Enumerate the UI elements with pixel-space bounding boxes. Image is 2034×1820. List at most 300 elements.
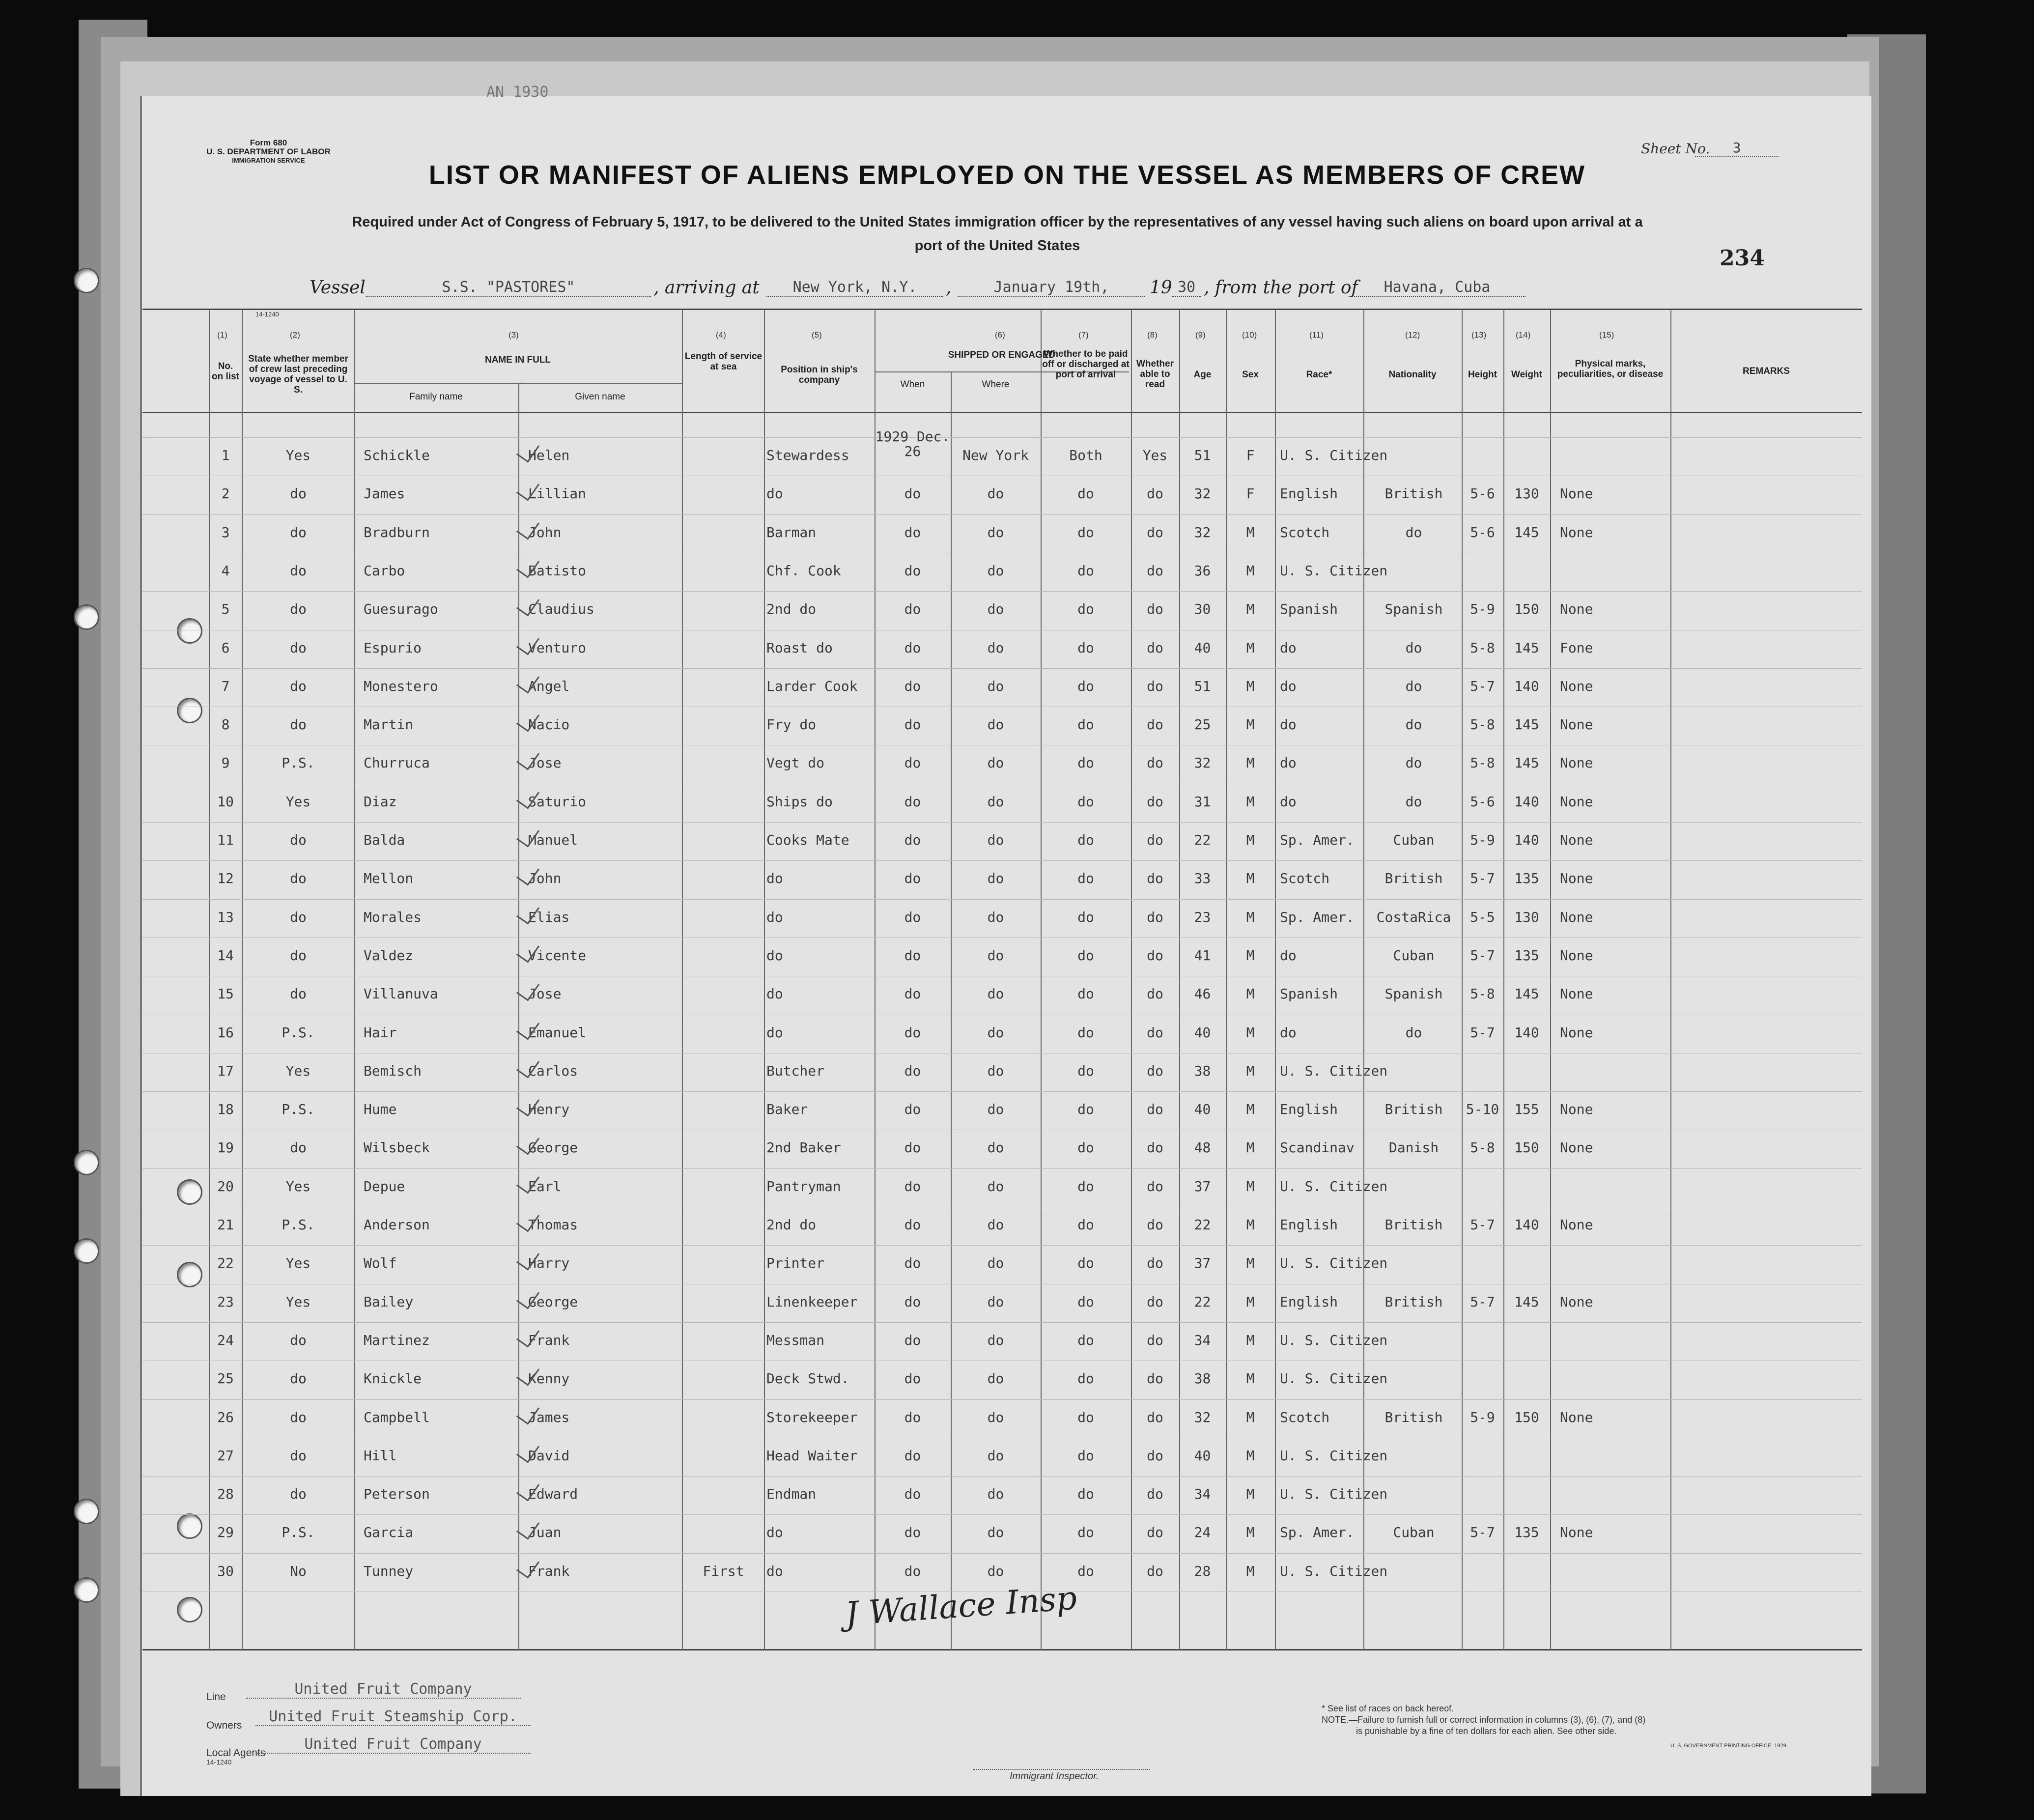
cell-read: do [1147,986,1163,1002]
cell-race: Sp. Amer. [1280,1524,1355,1541]
cell-given: David [528,1447,570,1464]
cell-prev: Yes [285,1255,311,1272]
cell-where: do [987,1024,1004,1041]
date-stamp: AN 1930 [486,84,549,101]
col-number: (12) [1405,330,1420,340]
cell-prev: do [290,947,307,964]
cell-given: Frank [528,1563,570,1579]
cell-paid: do [1077,870,1094,887]
cell-weight: 140 [1514,678,1539,694]
cell-position: Ships do [766,793,833,810]
cell-prev: do [290,832,307,848]
cell-read: do [1147,716,1163,733]
cell-when: do [904,1024,921,1041]
cell-prev: do [290,1139,307,1156]
cell-read: Yes [1142,447,1168,463]
cell-sex: M [1246,909,1255,925]
cell-height: 5-8 [1470,716,1495,733]
cell-sex: M [1246,1332,1255,1348]
cell-marks: None [1560,1409,1593,1425]
page-number: 234 [1720,246,1765,271]
arriving-port: New York, N.Y. [766,279,943,297]
cell-race: U. S. Citizen [1280,1178,1388,1194]
form-dept-line1: U. S. DEPARTMENT OF LABOR [206,147,331,156]
col-number: (2) [290,330,300,340]
cell-position: Stewardess [766,447,849,463]
cell-given: Henry [528,1101,570,1118]
cell-family: Churruca [364,755,430,771]
cell-paid: Both [1069,447,1102,463]
cell-position: 2nd do [766,601,817,618]
cell-weight: 150 [1514,1139,1539,1156]
table-row [0,1052,2034,1090]
table-row [0,1360,2034,1398]
cell-read: do [1147,601,1163,618]
cell-read: do [1147,562,1163,579]
cell-marks: None [1560,1139,1593,1156]
cell-no: 6 [221,639,230,656]
cell-age: 22 [1194,1293,1211,1310]
cell-prev: do [290,909,307,925]
cell-when: do [904,1178,921,1194]
cell-family: Bradburn [364,524,430,540]
cell-weight: 140 [1514,1217,1539,1233]
header-no-on-list: No. on list [212,361,239,382]
cell-read: do [1147,1062,1163,1079]
col-number: (5) [812,330,822,340]
arrival-year-suffix: 30 [1172,279,1201,297]
cell-read: do [1147,1293,1163,1310]
cell-nationality: Danish [1388,1139,1439,1156]
cell-no: 26 [217,1409,234,1425]
header-able-read: Whether able to read [1136,359,1174,390]
cell-where: do [987,1255,1004,1272]
header-physical-marks: Physical marks, peculiarities, or disease [1557,359,1664,379]
cell-given: Frank [528,1332,570,1348]
cell-race: English [1280,1101,1338,1118]
binder-hole [177,1597,202,1622]
table-row [0,1167,2034,1206]
cell-race: U. S. Citizen [1280,562,1388,579]
cell-when: do [904,1524,921,1541]
cell-where: do [987,1178,1004,1194]
cell-nationality: Spanish [1384,986,1443,1002]
cell-given: Thomas [528,1217,578,1233]
cell-where: do [987,639,1004,656]
cell-prev: Yes [285,1062,311,1079]
cell-family: Bailey [364,1293,414,1310]
cell-marks: None [1560,524,1593,540]
table-row [0,744,2034,782]
col-number: (11) [1309,330,1324,340]
cell-position: do [766,870,783,887]
cell-when: do [904,870,921,887]
note-races: * See list of races on back hereof. [1322,1704,1454,1713]
cell-given: Emanuel [528,1024,587,1041]
cell-prev: P.S. [282,1524,315,1541]
cell-read: do [1147,1409,1163,1425]
cell-sex: M [1246,1409,1255,1425]
cell-nationality: Cuban [1393,832,1435,848]
cell-when: do [904,678,921,694]
cell-prev: do [290,524,307,540]
arrival-date: January 19th, [958,279,1145,297]
cell-height: 5-8 [1470,1139,1495,1156]
form-number: Form 680 [250,138,287,147]
cell-race: English [1280,1217,1338,1233]
cell-when: do [904,1332,921,1348]
cell-family: James [364,485,405,502]
col-number: (15) [1599,330,1614,340]
cell-race: do [1280,793,1297,810]
cell-no: 4 [221,562,230,579]
cell-paid: do [1077,793,1094,810]
table-row [0,667,2034,706]
cell-no: 21 [217,1217,234,1233]
cell-race: U. S. Citizen [1280,1255,1388,1272]
cell-prev: do [290,716,307,733]
cell-nationality: British [1384,1217,1443,1233]
cell-prev: do [290,562,307,579]
cell-where: do [987,793,1004,810]
cell-paid: do [1077,1447,1094,1464]
cell-no: 22 [217,1255,234,1272]
cell-race: English [1280,1293,1338,1310]
header-height: Height [1468,370,1497,380]
cell-when: do [904,1255,921,1272]
cell-nationality: British [1384,485,1443,502]
cell-age: 22 [1194,832,1211,848]
cell-given: Helen [528,447,570,463]
cell-paid: do [1077,947,1094,964]
table-bottom-rule [142,1649,1862,1650]
cell-when: do [904,639,921,656]
header-where: Where [982,379,1010,390]
cell-height: 5-5 [1470,909,1495,925]
cell-marks: None [1560,1524,1593,1541]
cell-age: 38 [1194,1370,1211,1387]
cell-family: Bemisch [364,1062,422,1079]
cell-weight: 150 [1514,1409,1539,1425]
cell-given: James [528,1409,570,1425]
binder-hole [74,268,99,293]
cell-race: Sp. Amer. [1280,909,1355,925]
form-dept-line2: IMMIGRATION SERVICE [232,157,305,164]
cell-where: do [987,1409,1004,1425]
cell-read: do [1147,793,1163,810]
cell-height: 5-7 [1470,870,1495,887]
line-label: Line [206,1691,226,1703]
cell-race: Scandinav [1280,1139,1355,1156]
col-number: (6) [995,330,1005,340]
cell-position: do [766,947,783,964]
cell-sex: M [1246,1178,1255,1194]
cell-given: John [528,870,562,887]
cell-service: First [703,1563,744,1579]
cell-weight: 145 [1514,716,1539,733]
cell-height: 5-7 [1470,1024,1495,1041]
table-row [0,975,2034,1013]
cell-marks: None [1560,1293,1593,1310]
cell-read: do [1147,1101,1163,1118]
cell-sex: M [1246,1447,1255,1464]
cell-age: 37 [1194,1255,1211,1272]
col-number: (14) [1516,330,1531,340]
cell-race: Scotch [1280,870,1330,887]
cell-paid: do [1077,1409,1094,1425]
cell-nationality: British [1384,1409,1443,1425]
from-label: , from the port of [1204,278,1358,298]
cell-race: do [1280,947,1297,964]
cell-when: do [904,1447,921,1464]
cell-when: do [904,1139,921,1156]
table-row [0,1513,2034,1552]
cell-given: Jose [528,986,562,1002]
cell-where: do [987,909,1004,925]
cell-family: Martinez [364,1332,430,1348]
cell-given: Elias [528,909,570,925]
cell-race: Spanish [1280,986,1338,1002]
sheet-label: Sheet No. [1641,141,1710,157]
cell-race: Scotch [1280,524,1330,540]
cell-sex: M [1246,1139,1255,1156]
cell-when: do [904,909,921,925]
cell-when: do [904,1486,921,1503]
header-length-service: Length of service at sea [684,351,763,372]
cell-race: U. S. Citizen [1280,1486,1388,1503]
cell-where: do [987,986,1004,1002]
cell-height: 5-7 [1470,678,1495,694]
cell-height: 5-8 [1470,639,1495,656]
owners-label: Owners [206,1720,242,1731]
cell-read: do [1147,678,1163,694]
comma-sep: , [946,278,952,298]
cell-weight: 130 [1514,485,1539,502]
cell-when: do [904,485,921,502]
cell-family: Peterson [364,1486,430,1503]
cell-family: Campbell [364,1409,430,1425]
cell-read: do [1147,1370,1163,1387]
cell-where: do [987,601,1004,618]
cell-nationality: do [1405,716,1422,733]
cell-weight: 155 [1514,1101,1539,1118]
header-sex: Sex [1242,370,1259,380]
cell-prev: do [290,1409,307,1425]
cell-marks: None [1560,1217,1593,1233]
cell-given: Saturio [528,793,587,810]
cell-when: do [904,1409,921,1425]
cell-marks: None [1560,601,1593,618]
table-row [0,552,2034,590]
arriving-label: , arriving at [653,278,760,298]
cell-when: do [904,1062,921,1079]
cell-given: Claudius [528,601,594,618]
cell-age: 33 [1194,870,1211,887]
cell-no: 24 [217,1332,234,1348]
cell-nationality: Spanish [1384,601,1443,618]
cell-sex: M [1246,1024,1255,1041]
cell-weight: 145 [1514,755,1539,771]
cell-prev: do [290,601,307,618]
cell-when: do [904,947,921,964]
inspector-label: Immigrant Inspector. [1010,1771,1099,1782]
cell-weight: 145 [1514,986,1539,1002]
cell-sex: M [1246,639,1255,656]
cell-age: 23 [1194,909,1211,925]
cell-read: do [1147,1217,1163,1233]
table-row [0,1437,2034,1475]
cell-position: 2nd Baker [766,1139,841,1156]
cell-prev: do [290,1332,307,1348]
cell-sex: M [1246,870,1255,887]
cell-marks: None [1560,793,1593,810]
cell-age: 32 [1194,755,1211,771]
cell-read: do [1147,1255,1163,1272]
header-shipped-engaged: SHIPPED OR ENGAGED [948,350,1056,360]
cell-position: do [766,485,783,502]
cell-where: do [987,755,1004,771]
cell-sex: M [1246,1217,1255,1233]
header-family-name: Family name [409,392,463,402]
cell-prev: P.S. [282,1217,315,1233]
cell-paid: do [1077,1524,1094,1541]
cell-given: John [528,524,562,540]
cell-read: do [1147,1178,1163,1194]
cell-sex: M [1246,986,1255,1002]
cell-given: Batisto [528,562,587,579]
cell-when: do [904,1101,921,1118]
cell-where: do [987,678,1004,694]
cell-no: 7 [221,678,230,694]
cell-no: 18 [217,1101,234,1118]
cell-where: do [987,832,1004,848]
cell-paid: do [1077,716,1094,733]
cell-where: do [987,1370,1004,1387]
cell-paid: do [1077,601,1094,618]
cell-race: U. S. Citizen [1280,1370,1388,1387]
cell-sex: M [1246,1370,1255,1387]
table-row [0,1129,2034,1167]
cell-age: 32 [1194,524,1211,540]
cell-age: 30 [1194,601,1211,618]
cell-read: do [1147,909,1163,925]
cell-height: 5-7 [1470,1524,1495,1541]
cell-read: do [1147,1563,1163,1579]
cell-no: 17 [217,1062,234,1079]
cell-sex: M [1246,524,1255,540]
cell-no: 23 [217,1293,234,1310]
cell-no: 5 [221,601,230,618]
cell-age: 41 [1194,947,1211,964]
cell-marks: None [1560,485,1593,502]
header-weight: Weight [1511,370,1542,380]
cell-family: Hume [364,1101,397,1118]
cell-paid: do [1077,639,1094,656]
table-row [0,821,2034,859]
cell-prev: P.S. [282,755,315,771]
cell-paid: do [1077,1255,1094,1272]
cell-paid: do [1077,1101,1094,1118]
cell-prev: do [290,485,307,502]
cell-given: Manuel [528,832,578,848]
header-name-in-full: NAME IN FULL [484,355,551,365]
cell-sex: M [1246,1524,1255,1541]
agents-code: 14-1240 [206,1758,232,1766]
col-number: (7) [1078,330,1089,340]
cell-height: 5-6 [1470,485,1495,502]
cell-race: U. S. Citizen [1280,1332,1388,1348]
table-row [0,783,2034,821]
cell-marks: None [1560,986,1593,1002]
arrival-year-prefix: 19 [1150,278,1172,298]
cell-age: 34 [1194,1332,1211,1348]
cell-nationality: do [1405,755,1422,771]
cell-position: do [766,1524,783,1541]
cell-read: do [1147,485,1163,502]
cell-position: Pantryman [766,1178,841,1194]
cell-sex: M [1246,947,1255,964]
cell-nationality: do [1405,793,1422,810]
header-prev-voyage: State whether member of crew last preceding voyage of vessel to U. S. [248,354,348,395]
cell-race: Spanish [1280,601,1338,618]
cell-no: 9 [221,755,230,771]
cell-when: do [904,716,921,733]
cell-position: 2nd do [766,1217,817,1233]
cell-sex: M [1246,678,1255,694]
header-when: When [900,379,925,390]
cell-no: 12 [217,870,234,887]
cell-no: 16 [217,1024,234,1041]
cell-position: Storekeeper [766,1409,858,1425]
cell-prev: Yes [285,447,311,463]
cell-family: Tunney [364,1563,414,1579]
cell-when: do [904,1563,921,1579]
table-top-rule [142,309,1862,310]
cell-sex: M [1246,1062,1255,1079]
cell-sex: M [1246,601,1255,618]
table-row [0,1014,2034,1052]
cell-height: 5-7 [1470,1217,1495,1233]
cell-position: Vegt do [766,755,825,771]
cell-weight: 145 [1514,639,1539,656]
cell-when: do [904,832,921,848]
cell-position: do [766,1563,783,1579]
cell-where: New York [962,447,1029,463]
cell-paid: do [1077,678,1094,694]
cell-nationality: British [1384,1293,1443,1310]
cell-paid: do [1077,986,1094,1002]
cell-when: 1929 Dec. 26 [875,428,950,459]
header-race: Race* [1306,370,1332,380]
cell-family: Wolf [364,1255,397,1272]
cell-when: do [904,524,921,540]
cell-sex: M [1246,1293,1255,1310]
cell-paid: do [1077,1332,1094,1348]
cell-height: 5-6 [1470,793,1495,810]
col-number: (13) [1471,330,1487,340]
cell-paid: do [1077,1062,1094,1079]
col-number: (1) [217,330,227,340]
cell-paid: do [1077,1178,1094,1194]
cell-where: do [987,1217,1004,1233]
col-number: (8) [1147,330,1158,340]
cell-no: 13 [217,909,234,925]
cell-nationality: do [1405,524,1422,540]
cell-given: Angel [528,678,570,694]
cell-given: George [528,1293,578,1310]
cell-paid: do [1077,1024,1094,1041]
cell-position: Linenkeeper [766,1293,858,1310]
